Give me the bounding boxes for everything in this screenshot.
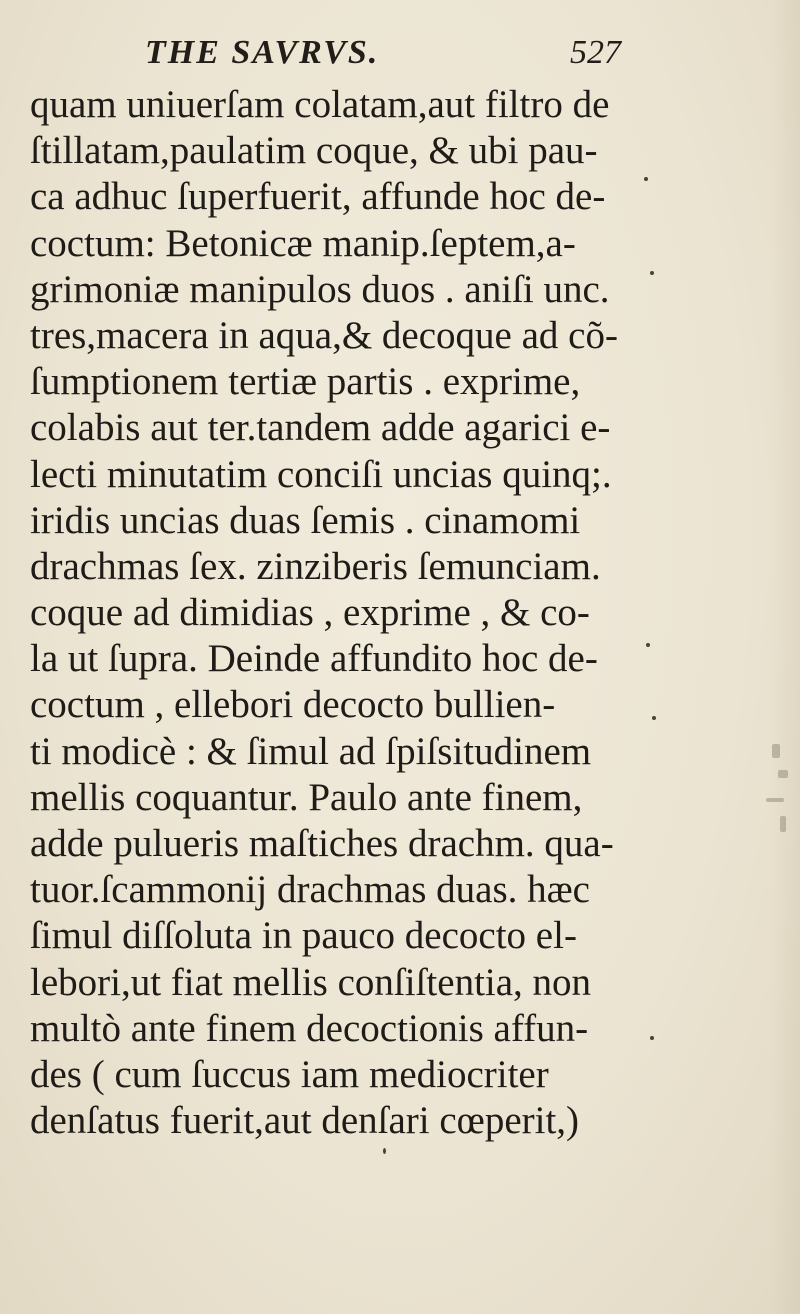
text-line: coctum: Betonicæ manip.ſeptem,a- xyxy=(30,221,576,265)
margin-dot xyxy=(646,643,650,647)
text-line: grimoniæ manipulos duos . aniſi unc. xyxy=(30,267,610,311)
body-text xyxy=(30,82,630,1144)
text-line: drachmas ſex. zinziberis ſemunciam. xyxy=(30,544,601,588)
margin-dot xyxy=(383,1148,386,1154)
margin-dot xyxy=(652,716,656,720)
margin-dot xyxy=(650,271,654,275)
text-line: la ut ſupra. Deinde affundito hoc de- xyxy=(30,637,598,681)
running-head xyxy=(30,28,630,76)
margin-dot xyxy=(650,1036,654,1040)
text-line: ſtillatam,paulatim coque, & ubi pau- xyxy=(30,129,598,173)
text-line: quam uniuerſam colatam,aut filtro de xyxy=(30,83,610,126)
text-line: mellis coquantur. Paulo ante finem, xyxy=(30,775,583,819)
text-line: adde pulueris maſtiches drachm. qua- xyxy=(30,822,614,865)
page-number: 527 xyxy=(570,34,621,71)
page-edge-shadow xyxy=(770,0,800,1314)
text-line: lebori,ut fiat mellis conſiſtentia, non xyxy=(30,960,592,1004)
text-line: ca adhuc ſuperfuerit, affunde hoc de- xyxy=(30,175,606,219)
text-line: denſatus fuerit,aut denſari cœperit,) xyxy=(30,1099,580,1143)
text-line: iridis uncias duas ſemis . cinamomi xyxy=(30,498,581,542)
text-line: ti modicè : & ſimul ad ſpiſsitudinem xyxy=(30,729,592,773)
text-line: des ( cum ſuccus iam mediocriter xyxy=(30,1052,549,1096)
running-title: THE SAVRVS. xyxy=(145,34,380,71)
text-line: lecti minutatim conciſi uncias quinq;. xyxy=(30,452,612,496)
text-line: tres,macera in aqua,& decoque ad cõ- xyxy=(30,313,618,357)
text-line: coctum , ellebori decocto bullien- xyxy=(30,683,556,727)
text-line: multò ante finem decoctionis affun- xyxy=(30,1006,589,1050)
text-line: ſimul diſſoluta in pauco decocto el- xyxy=(30,914,577,958)
text-line: colabis aut ter.tandem adde agarici e- xyxy=(30,406,611,450)
text-line: ſumptionem tertiæ partis . exprime, xyxy=(30,360,581,404)
text-line: coque ad dimidias , exprime , & co- xyxy=(30,591,590,635)
text-line: tuor.ſcammonij drachmas duas. hæc xyxy=(30,868,590,912)
margin-dot xyxy=(644,177,648,181)
